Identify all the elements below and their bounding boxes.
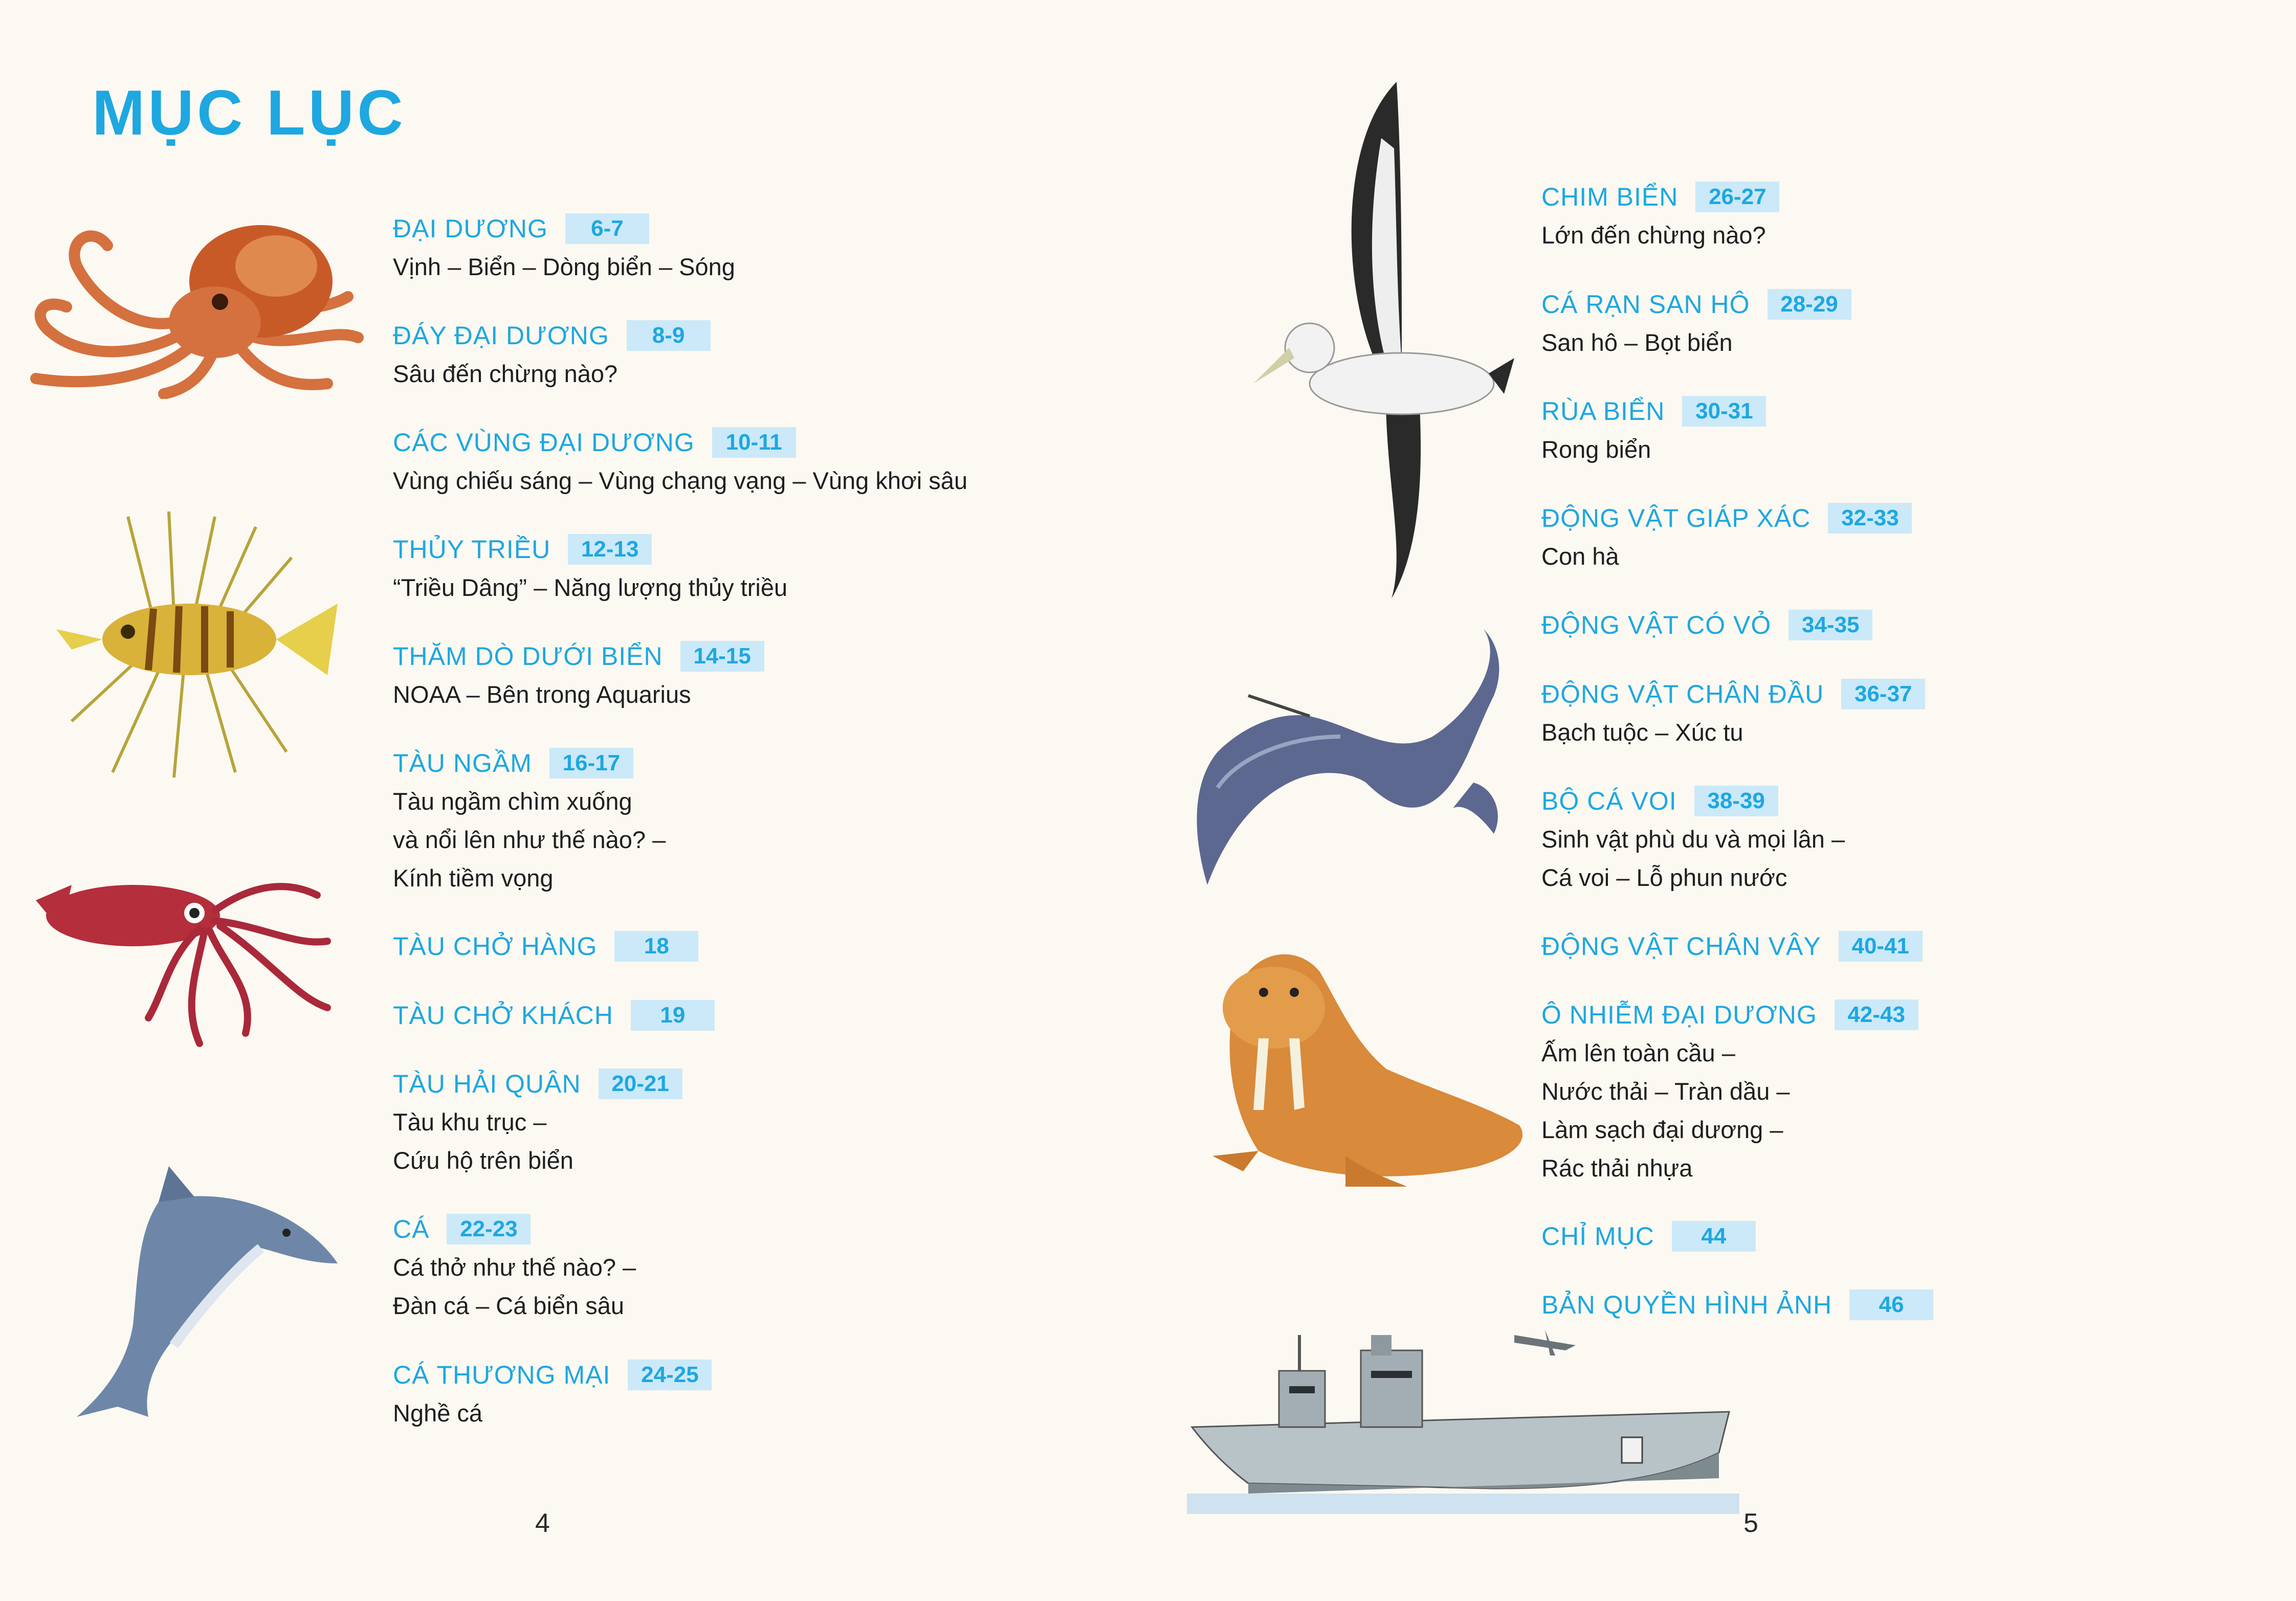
entry-pages: 40-41 [1839,931,1923,962]
entry-sub: Tàu ngầm chìm xuống [393,788,632,815]
entry-pages: 6-7 [565,213,649,244]
toc-entry[interactable] [393,319,711,393]
entry-title: CÁC VÙNG ĐẠI DƯƠNG [393,428,695,457]
toc-entry[interactable] [393,639,764,714]
toc-entry[interactable] [1541,608,1872,642]
entry-title: ĐẠI DƯƠNG [393,214,548,243]
toc-entry[interactable] [393,1067,682,1180]
entry-title: TÀU CHỞ KHÁCH [393,1001,613,1030]
toc-entry[interactable] [1541,287,1851,362]
entry-pages: 24-25 [628,1360,712,1390]
entry-pages: 10-11 [712,427,796,458]
entry-pages: 36-37 [1841,679,1925,709]
entry-sub: Cá voi – Lỗ phun nước [1541,864,1787,891]
entry-pages: 38-39 [1694,786,1778,816]
entry-title: ĐỘNG VẬT GIÁP XÁC [1541,504,1811,532]
entry-pages: 42-43 [1835,999,1918,1030]
aircraft-carrier-icon [1187,1325,1739,1514]
entry-title: ĐỘNG VẬT CHÂN ĐẦU [1541,680,1824,708]
squid-icon [31,864,338,1049]
entry-pages: 19 [631,1000,715,1031]
entry-sub: Rác thải nhựa [1541,1154,1693,1182]
entry-title: BẢN QUYỀN HÌNH ẢNH [1541,1291,1833,1319]
entry-title: THĂM DÒ DƯỚI BIỂN [393,642,663,671]
toc-entry[interactable] [1541,1288,1933,1322]
albatross-icon [1248,77,1514,604]
entry-sub: Làm sạch đại dương – [1541,1116,1783,1143]
toc-entry[interactable] [393,426,967,500]
entry-sub: Nghề cá [393,1399,483,1427]
toc-entry[interactable] [1541,1219,1756,1253]
toc-entry[interactable] [393,212,735,286]
entry-sub: Đàn cá – Cá biển sâu [393,1292,625,1319]
entry-pages: 32-33 [1828,503,1912,533]
entry-pages: 14-15 [680,641,764,672]
entry-sub: Vịnh – Biển – Dòng biển – Sóng [393,253,735,280]
entry-sub: Sâu đến chừng nào? [393,360,618,387]
toc-entry[interactable] [1541,394,1766,469]
entry-pages: 34-35 [1789,610,1872,640]
octopus-icon [20,205,379,399]
entry-title: TÀU NGẦM [393,749,532,777]
entry-pages: 26-27 [1695,182,1779,212]
page-title: MỤC LỤC [92,78,406,148]
toc-entry[interactable] [1541,784,1845,897]
page-number-right: 5 [1743,1508,1758,1538]
entry-sub: Bạch tuộc – Xúc tu [1541,719,1743,746]
page-number-left: 4 [535,1508,550,1538]
lionfish-icon [51,506,348,783]
entry-pages: 20-21 [599,1069,682,1099]
entry-sub: Cá thở như thế nào? – [393,1254,636,1281]
entry-sub: “Triều Dâng” – Năng lượng thủy triều [393,574,788,601]
toc-entry[interactable] [1541,998,1918,1187]
entry-pages: 8-9 [627,320,711,351]
entry-pages: 44 [1672,1221,1756,1252]
dolphin-icon [67,1161,353,1432]
toc-entry[interactable] [1541,677,1925,751]
toc-entry[interactable] [393,1212,636,1325]
toc-entry[interactable] [393,929,698,963]
entry-title: CÁ THƯƠNG MẠI [393,1361,611,1389]
entry-sub: Rong biển [1541,436,1651,463]
manta-ray-icon [1187,619,1514,895]
entry-pages: 30-31 [1682,396,1766,427]
entry-sub: Kính tiềm vọng [393,864,554,892]
entry-pages: 46 [1849,1289,1933,1320]
entry-pages: 12-13 [568,534,652,565]
entry-sub: Tàu khu trục – [393,1108,547,1136]
entry-title: CÁ [393,1215,430,1243]
entry-title: TÀU CHỞ HÀNG [393,932,598,961]
entry-sub: Cứu hộ trên biển [393,1147,573,1174]
toc-entry[interactable] [393,746,666,897]
entry-title: CHIM BIỂN [1541,183,1679,211]
entry-title: RÙA BIỂN [1541,397,1665,426]
toc-entry[interactable] [1541,501,1912,575]
entry-sub: San hô – Bọt biển [1541,329,1733,356]
entry-title: ĐÁY ĐẠI DƯƠNG [393,321,609,350]
entry-title: ĐỘNG VẬT CÓ VỎ [1541,611,1772,639]
entry-sub: Lớn đến chừng nào? [1541,221,1766,249]
toc-entry[interactable] [1541,929,1923,963]
entry-title: Ô NHIỄM ĐẠI DƯƠNG [1541,1000,1817,1029]
entry-sub: Sinh vật phù du và mọi lân – [1541,826,1845,853]
entry-pages: 28-29 [1768,289,1851,320]
entry-title: BỘ CÁ VOI [1541,787,1677,815]
entry-pages: 16-17 [549,748,633,779]
entry-sub: Vùng chiếu sáng – Vùng chạng vạng – Vùng khơi sâu [393,467,968,494]
entry-sub: Nước thải – Tràn dầu – [1541,1078,1790,1105]
toc-entry[interactable] [1541,180,1779,254]
entry-pages: 18 [614,931,698,962]
entry-sub: Con hà [1541,543,1619,570]
entry-title: CÁ RẠN SAN HÔ [1541,290,1750,319]
entry-sub: và nổi lên như thế nào? – [393,826,666,853]
entry-title: THỦY TRIỀU [393,535,551,564]
entry-title: ĐỘNG VẬT CHÂN VÂY [1541,932,1821,961]
walrus-icon [1192,936,1540,1192]
entry-sub: Ấm lên toàn cầu – [1541,1039,1735,1066]
entry-title: TÀU HẢI QUÂN [393,1070,581,1098]
toc-entry[interactable] [393,532,787,607]
toc-entry[interactable] [393,1358,712,1432]
toc-entry[interactable] [393,998,715,1032]
entry-pages: 22-23 [447,1214,531,1244]
entry-sub: NOAA – Bên trong Aquarius [393,681,691,708]
entry-title: CHỈ MỤC [1541,1222,1654,1251]
